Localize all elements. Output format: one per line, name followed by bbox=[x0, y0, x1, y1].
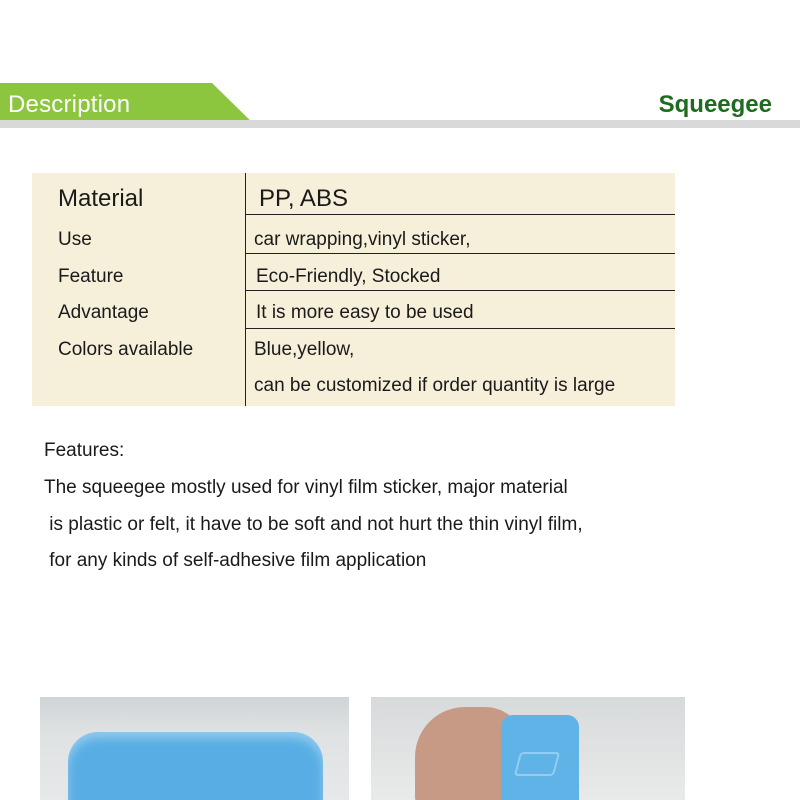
row-value-use: car wrapping,vinyl sticker, bbox=[254, 229, 471, 250]
product-photo-hand bbox=[371, 697, 685, 800]
table-row-divider bbox=[245, 290, 675, 291]
row-value-advantage: It is more easy to be used bbox=[256, 302, 474, 323]
features-heading: Features: bbox=[44, 440, 125, 461]
row-value-colors: Blue,yellow, bbox=[254, 339, 355, 360]
description-tab-label: Description bbox=[8, 91, 131, 118]
table-row-divider bbox=[245, 328, 675, 329]
features-line: is plastic or felt, it have to be soft and not hurt the thin vinyl film, bbox=[44, 514, 583, 535]
features-line: for any kinds of self-adhesive film application bbox=[44, 550, 427, 571]
squeegee-image bbox=[68, 732, 323, 800]
row-label-advantage: Advantage bbox=[58, 302, 149, 323]
table-row-divider bbox=[245, 253, 675, 254]
page-title: Squeegee bbox=[658, 91, 772, 118]
features-line: The squeegee mostly used for vinyl film sticker, major material bbox=[44, 477, 568, 498]
row-label-feature: Feature bbox=[58, 266, 124, 287]
product-photo-squeegee bbox=[40, 697, 349, 800]
row-value-feature: Eco-Friendly, Stocked bbox=[256, 266, 441, 287]
row-label-material: Material bbox=[58, 185, 144, 212]
squeegee-logo-mark bbox=[514, 752, 560, 776]
row-label-colors: Colors available bbox=[58, 339, 194, 360]
row-value-colors-line2: can be customized if order quantity is large bbox=[254, 375, 616, 396]
table-row-divider bbox=[245, 214, 675, 215]
header-divider bbox=[0, 120, 800, 128]
spec-table bbox=[32, 173, 675, 406]
row-label-use: Use bbox=[58, 229, 92, 250]
row-value-material: PP, ABS bbox=[259, 185, 348, 212]
